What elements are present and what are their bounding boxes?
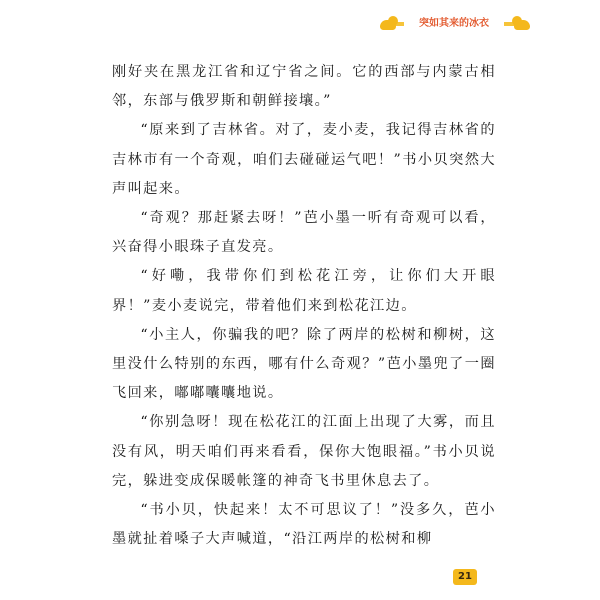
paragraph: “好嘞，我带你们到松花江旁，让你们大开眼界！”麦小麦说完，带着他们来到松花江边。 [112, 268, 496, 314]
cloud-right-icon [514, 20, 530, 30]
paragraph: “奇观？那赶紧去呀！”芭小墨一听有奇观可以看，兴奋得小眼珠子直发亮。 [112, 210, 496, 256]
paragraph: “你别急呀！现在松花江的江面上出现了大雾，而且没有风，明天咱们再来看看，保你大饱眼福。”书小贝说完，躲进变成保暖帐篷的神奇飞书里休息去了。 [112, 414, 496, 489]
paragraph: 刚好夹在黑龙江省和辽宁省之间。它的西部与内蒙古相邻，东部与俄罗斯和朝鲜接壤。” [112, 64, 496, 110]
chapter-title: 突如其来的冰衣 [404, 16, 504, 32]
paragraph: “小主人，你骗我的吧？除了两岸的松树和柳树，这里没什么特别的东西，哪有什么奇观？”芭小墨兜了一圈飞回来，嘟嘟囔囔地说。 [112, 326, 496, 402]
page-number-badge: 21 [453, 569, 477, 585]
paragraph: “书小贝，快起来！太不可思议了！”没多久，芭小墨就扯着嗓子大声喊道，“沿江两岸的松树和柳 [112, 502, 496, 548]
chapter-header-banner [380, 14, 530, 38]
body-text [112, 58, 496, 554]
cloud-left-icon [380, 20, 396, 30]
paragraph: “原来到了吉林省。对了，麦小麦，我记得吉林省的吉林市有一个奇观，咱们去碰碰运气吧！”书小贝突然大声叫起来。 [112, 122, 496, 197]
